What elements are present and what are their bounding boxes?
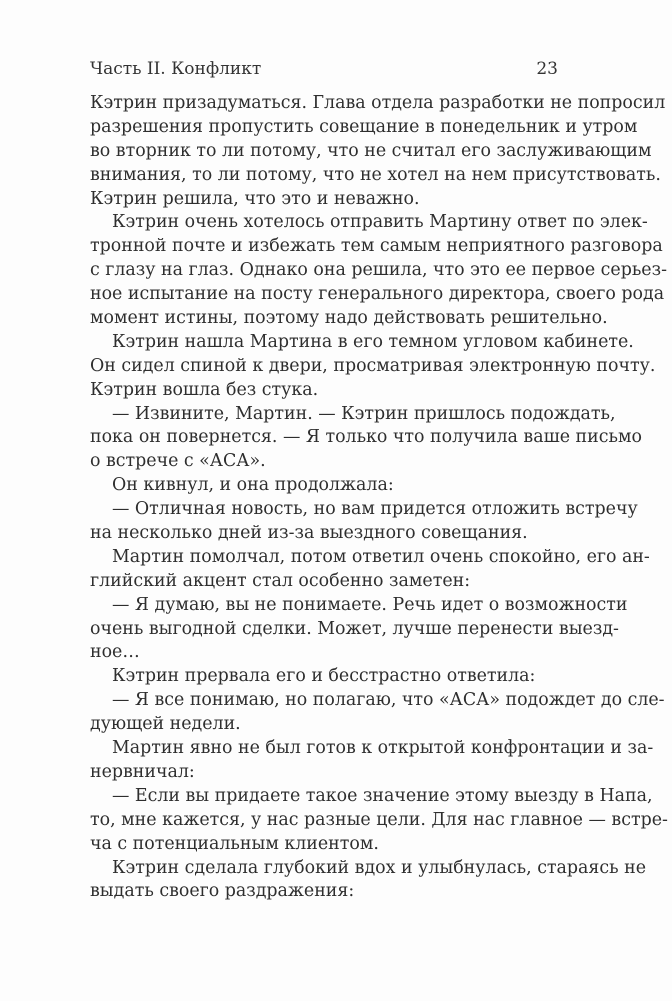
text-line: Кэтрин прервала его и бесстрастно ответила: bbox=[112, 666, 536, 687]
page-number: 23 bbox=[536, 59, 558, 79]
text-line: Кэтрин очень хотелось отправить Мартину ответ по элек- bbox=[112, 212, 648, 233]
text-line: — Отличная новость, но вам придется отложить встречу bbox=[112, 499, 638, 520]
text-line: Кэтрин нашла Мартина в его темном угловом кабинете. bbox=[112, 331, 634, 352]
text-line: момент истины, поэтому надо действовать решительно. bbox=[90, 308, 608, 329]
text-line: ча с потенциальным клиентом. bbox=[90, 833, 379, 854]
section-title: Часть II. Конфликт bbox=[90, 59, 262, 79]
text-line: то, мне кажется, у нас разные цели. Для нас главное — встре- bbox=[90, 809, 668, 830]
text-line: ное… bbox=[90, 642, 140, 663]
text-line: очень выгодной сделки. Может, лучше перенести выезд- bbox=[90, 618, 619, 639]
text-line: глийский акцент стал особенно заметен: bbox=[90, 570, 471, 591]
text-line: с глазу на глаз. Однако она решила, что это ее первое серьез- bbox=[90, 260, 667, 281]
text-line: дующей недели. bbox=[90, 714, 241, 735]
text-line: во вторник то ли потому, что не считал его заслуживающим bbox=[90, 140, 652, 161]
text-line: на несколько дней из-за выездного совещания. bbox=[90, 523, 528, 544]
text-line: о встрече с «АСА». bbox=[90, 451, 266, 472]
text-line: нервничал: bbox=[90, 761, 195, 782]
text-line: Кэтрин решила, что это и неважно. bbox=[90, 188, 420, 209]
text-line: пока он повернется. — Я только что получила ваше письмо bbox=[90, 427, 642, 448]
text-line: ное испытание на посту генерального директора, своего рода bbox=[90, 284, 665, 305]
text-line: Кэтрин сделала глубокий вдох и улыбнулась, стараясь не bbox=[112, 857, 647, 878]
text-line: — Если вы придаете такое значение этому выезду в Напа, bbox=[112, 785, 653, 806]
text-line: — Я все понимаю, но полагаю, что «АСА» подождет до сле- bbox=[112, 690, 665, 711]
text-line: выдать своего раздражения: bbox=[90, 881, 355, 902]
text-line: Он кивнул, и она продолжала: bbox=[112, 475, 394, 496]
text-line: тронной почте и избежать тем самым неприятного разговора bbox=[90, 236, 663, 257]
text-line: Кэтрин вошла без стука. bbox=[90, 379, 319, 400]
text-line: Он сидел спиной к двери, просматривая электронную почту. bbox=[90, 355, 656, 376]
running-head bbox=[90, 59, 558, 79]
text-line: — Извините, Мартин. — Кэтрин пришлось подождать, bbox=[112, 403, 616, 424]
text-line: внимания, то ли потому, что не хотел на нем присутствовать. bbox=[90, 164, 661, 185]
body-text bbox=[90, 92, 668, 904]
text-line: — Я думаю, вы не понимаете. Речь идет о возможности bbox=[112, 594, 628, 615]
text-line: Кэтрин призадуматься. Глава отдела разработки не попросил bbox=[90, 93, 666, 113]
text-line: Мартин помолчал, потом ответил очень спокойно, его ан- bbox=[112, 546, 650, 567]
text-line: разрешения пропустить совещание в понедельник и утром bbox=[90, 116, 638, 137]
text-line: Мартин явно не был готов к открытой конфронтации и за- bbox=[112, 738, 654, 759]
